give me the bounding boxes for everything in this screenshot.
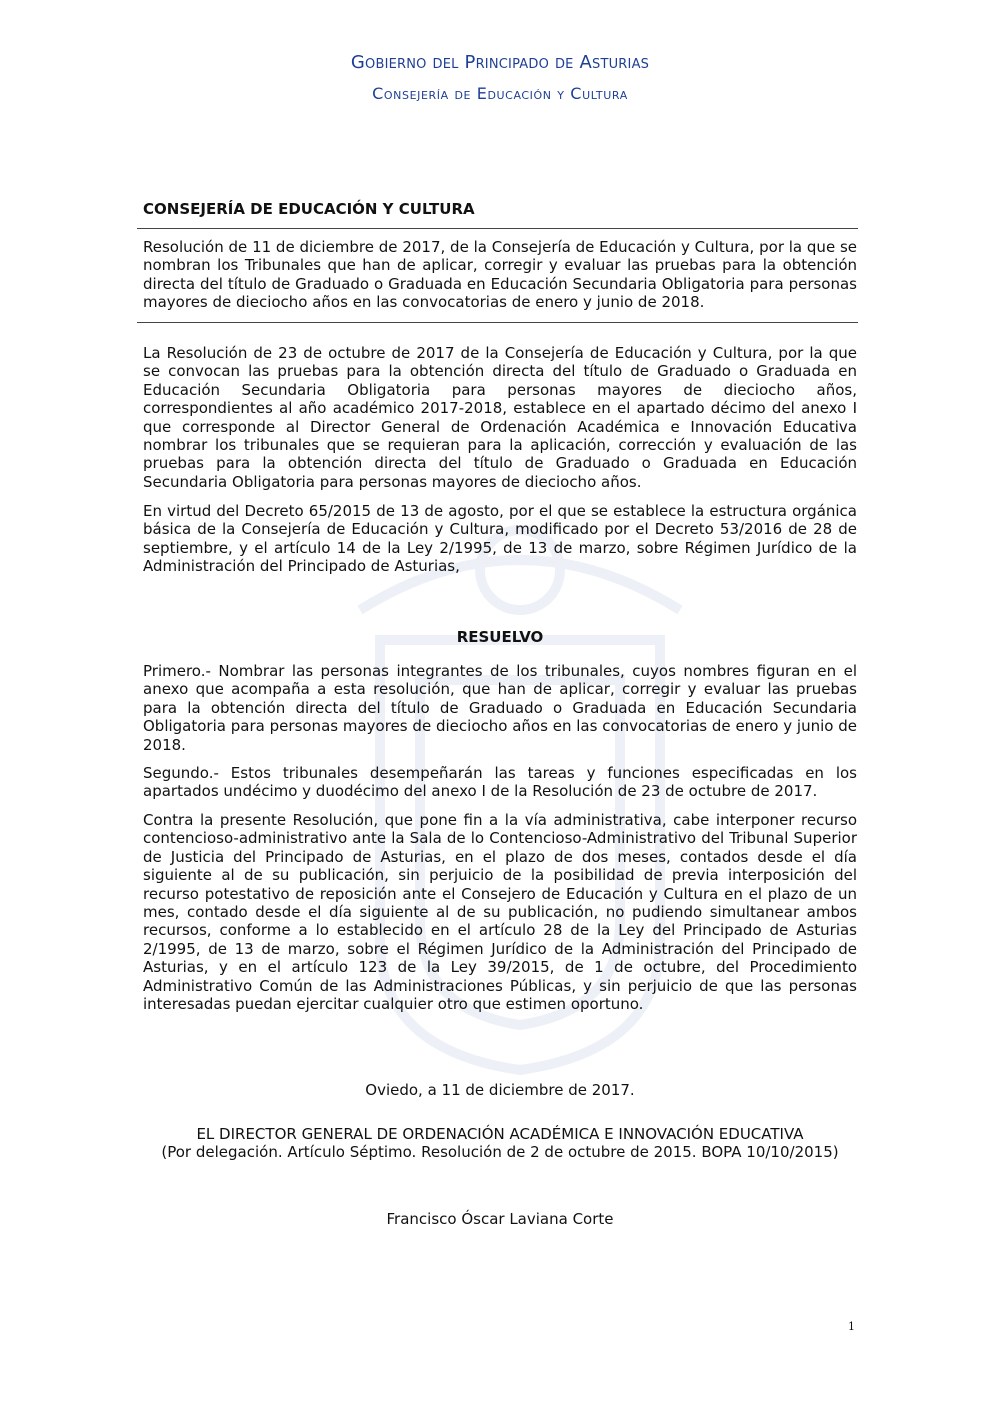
signer-name: Francisco Óscar Laviana Corte [386, 1210, 614, 1228]
body-paragraph-recurso: Contra la presente Resolución, que pone fin a la vía administrativa, cabe interponer recurso contencioso-administrativo ante la Sala de lo Contencioso-Administrativo del Tribunal Superior de Justicia del Principado de Asturias, en el plazo de dos meses, contados desde el día siguiente al de su publicación, sin perjuicio de la posibilidad de previa interposición del recurso potestativo de reposición ante el Consejero de Educación y Cultura en el plazo de un mes, contado desde el día siguiente al de su publicación, no pudiendo simultanear ambos recursos, conforme a lo establecido en el artículo 28 de la Ley del Principado de Asturias 2/1995, de 13 de marzo, sobre el Régimen Jurídico de la Administración del Principado de Asturias, y en el artículo 123 de la Ley 39/2015, de 1 de octubre, del Procedimiento Administrativo Común de las Administraciones Públicas, y sin perjuicio de que las personas interesadas puedan ejercitar cualquier otro que estimen oportuno. [143, 811, 857, 1014]
resuelvo-heading: RESUELVO [456, 628, 544, 646]
preamble-paragraph-2: En virtud del Decreto 65/2015 de 13 de agosto, por el que se establece la estructura orgánica básica de la Consejería de Educación y Cultura, modificado por el Decreto 53/2016 de 28 de septiembre, y el artículo 14 de la Ley 2/1995, de 13 de marzo, sobre Régimen Jurídico de la Administración del Principado de Asturias, [143, 502, 857, 576]
delegation-note: (Por delegación. Artículo Séptimo. Resolución de 2 de octubre de 2015. BOPA 10/10/2015) [161, 1143, 839, 1161]
body-paragraph-primero: Primero.- Nombrar las personas integrantes de los tribunales, cuyos nombres figuran en el anexo que acompaña a esta resolución, que han de aplicar, corregir y evaluar las pruebas para la obtención directa del título de Graduado o Graduada en Educación Secundaria Obligatoria para personas mayores de dieciocho años en las convocatorias de enero y junio de 2018. [143, 662, 857, 754]
signer-title: EL DIRECTOR GENERAL DE ORDENACIÓN ACADÉMICA E INNOVACIÓN EDUCATIVA [196, 1125, 804, 1143]
divider-top [137, 228, 858, 229]
place-date: Oviedo, a 11 de diciembre de 2017. [365, 1081, 635, 1099]
preamble-paragraph-1: La Resolución de 23 de octubre de 2017 de la Consejería de Educación y Cultura, por la que se convocan las pruebas para la obtención directa del título de Graduado o Graduada en Educación Secundaria Obligatoria para personas mayores de dieciocho años, correspondientes al año académico 2017-2018, establece en el apartado décimo del anexo I que corresponde al Director General de Ordenación Académica e Innovación Educativa nombrar los tribunales que se requieran para la aplicación, corrección y evaluación de las pruebas para la obtención directa del título de Graduado o Graduada en Educación Secundaria Obligatoria para personas mayores de dieciocho años. [143, 344, 857, 491]
divider-bottom [137, 322, 858, 323]
section-title: CONSEJERÍA DE EDUCACIÓN Y CULTURA [143, 200, 475, 218]
resolution-summary: Resolución de 11 de diciembre de 2017, de la Consejería de Educación y Cultura, por la que se nombran los Tribunales que han de aplicar, corregir y evaluar las pruebas para la obtención directa del título de Graduado o Graduada en Educación Secundaria Obligatoria para personas mayores de dieciocho años en las convocatorias de enero y junio de 2018. [143, 238, 857, 312]
body-paragraph-segundo: Segundo.- Estos tribunales desempeñarán las tareas y funciones especificadas en los apartados undécimo y duodécimo del anexo I de la Resolución de 23 de octubre de 2017. [143, 764, 857, 801]
header-department: Consejería de Educación y Cultura [372, 84, 628, 103]
header-government: Gobierno del Principado de Asturias [350, 52, 650, 73]
page-number: 1 [848, 1320, 855, 1333]
